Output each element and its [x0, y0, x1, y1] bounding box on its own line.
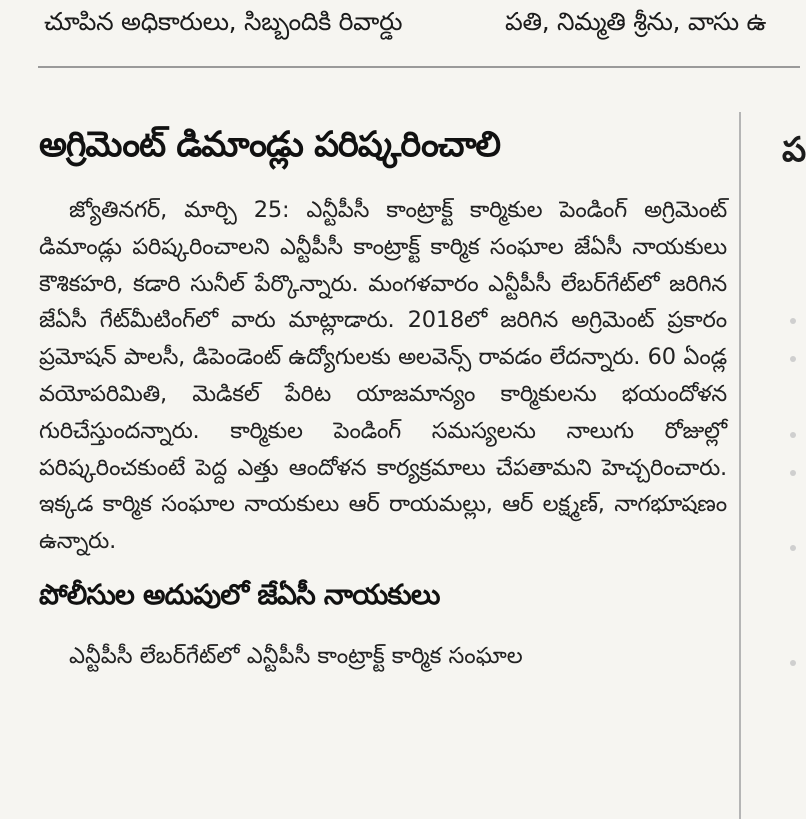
right-column-speck [790, 318, 796, 324]
right-column-speck [790, 545, 796, 551]
right-column-headline-fragment: ప [782, 130, 806, 170]
news-article [39, 118, 727, 819]
article-headline: అగ్రిమెంట్ డిమాండ్లు పరిష్కరించాలి [39, 125, 501, 165]
right-column-speck [790, 470, 796, 476]
right-column-speck [790, 356, 796, 362]
right-column-speck [790, 432, 796, 438]
article-body-continuation: ఎన్టీపీసీ లేబర్‌గేట్‌లో ఎన్టీపీసీ కాంట్రాక్ట్ కార్మిక సంఘాల [69, 642, 523, 669]
previous-article-right-text: పతి, నిమ్మతి శ్రీను, వాసు ఉ [505, 7, 767, 36]
article-subheadline: పోలీసుల అదుపులో జేఏసీ నాయకులు [39, 577, 440, 611]
right-column-speck [790, 660, 796, 666]
previous-article-left-text: చూపిన అధికారులు, సిబ్బందికి రివార్డు [44, 7, 403, 36]
previous-articles-strip [0, 0, 800, 50]
column-divider [739, 112, 741, 819]
section-rule [38, 66, 800, 68]
article-body: జ్యోతినగర్, మార్చి 25: ఎన్టీపీసీ కాంట్రాక్ట్ కార్మికుల పెండింగ్ అగ్రిమెంట్ డిమాండ్లు పరిష్కరించాలని ఎన్టీపీసీ కాంట్రాక్ట్ కార్మిక సంఘాల జేఏసీ నాయకులు కౌశికహరి, కడారి సునీల్ పేర్కొన్నారు. మంగళవారం ఎన్టీపీసీ లేబర్‌గేట్‌లో జరిగిన జేఏసీ గేట్‌మీటింగ్‌లో వారు మాట్లాడారు. 2018లో జరిగిన అగ్రిమెంట్ ప్రకారం ప్రమోషన్ పాలసీ, డిపెండెంట్ ఉద్యోగులకు అలవెన్స్ రావడం లేదన్నారు. 60 ఏండ్ల వయోపరిమితి, మెడికల్ పేరిట యాజమాన్యం కార్మికులను భయందోళన గురిచేస్తుందన్నారు. కార్మికుల పెండింగ్ సమస్యలను నాలుగు రోజుల్లో పరిష్కరించకుంటే పెద్ద ఎత్తు ఆందోళన కార్యక్రమాలు చేపతామని హెచ్చరించారు. ఇక్కడ కార్మిక సంఘాల నాయకులు ఆర్ రాయమల్లు, ఆర్ లక్ష్మణ్, నాగభూషణం ఉన్నారు. [39, 197, 727, 555]
